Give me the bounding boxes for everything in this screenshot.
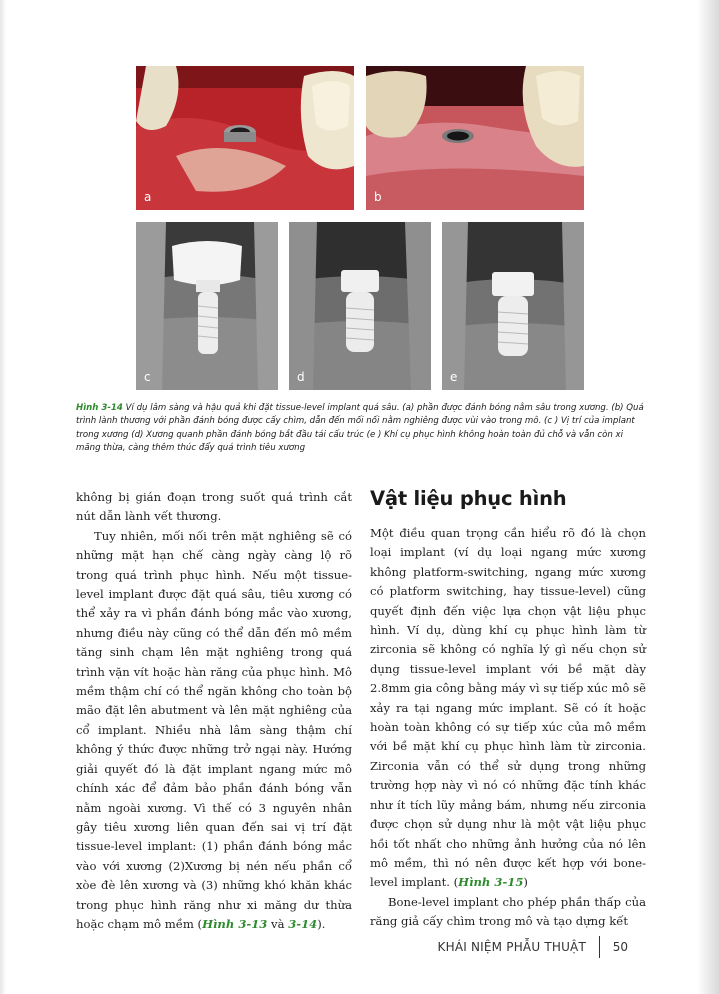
panel-label-a: a — [144, 190, 152, 204]
right-text-column — [370, 486, 646, 932]
figure-panel-b — [366, 66, 584, 210]
figure-panel-a — [136, 66, 354, 210]
figure-panel-c — [136, 222, 278, 390]
page-edge-right — [697, 0, 719, 994]
section-heading: Vật liệu phục hình — [370, 487, 567, 510]
panel-c-image — [136, 222, 278, 390]
panel-e-image — [442, 222, 584, 390]
panel-label-b: b — [374, 190, 382, 204]
panel-label-c: c — [144, 370, 151, 384]
panel-a-image — [136, 66, 354, 210]
figure-caption-text: Ví dụ lâm sàng và hậu quả khi đặt tissue-level implant quá sâu. (a) phần được đánh bóng nằm sâu trong xương. (b) Quá trình lành thương với phần đánh bóng được cấy chìm, dẫn đến mối nối nằm nghiêng được vùi vào trong mô. (c ) Vị trí của implant trong xương (d) Xương quanh phần đánh bóng bắt đầu tái cấu trúc (e ) Khí cụ phục hình không hoàn toàn đủ chỗ và vẫn còn xi măng thừa, càng thêm thúc đẩy quá trình tiêu xương — [76, 403, 644, 454]
ref-conjunction: và — [267, 916, 289, 931]
panel-label-d: d — [297, 370, 305, 384]
figure-caption-label: Hình 3-14 — [76, 403, 123, 413]
figure-panel-e — [442, 222, 584, 390]
page-number: 50 — [612, 940, 628, 954]
panel-label-e: e — [450, 370, 458, 384]
figure-caption — [76, 402, 646, 456]
left-paragraph-1: không bị gián đoạn trong suốt quá trình cắt nút dẫn lành vết thương. — [76, 490, 352, 524]
footer-divider — [599, 936, 601, 958]
panel-b-image — [366, 66, 584, 210]
left-paragraph-2 — [76, 527, 352, 935]
left-paragraph-2-text: Tuy nhiên, mối nối trên mặt nghiêng sẽ có những mặt hạn chế càng ngày càng lộ rõ trong quá trình phục hình. Nếu một tissue-level implant được đặt quá sâu, tiêu xương có thể xảy ra vì phần đánh bóng mắc vào xương, nhưng điều này cũng có thể dẫn đến mô mềm tăng sinh chạm lên mặt nghiêng trong quá trình vặn vít hoặc hàn răng của phục hình. Mô mềm thậm chí có thể ngăn không cho toàn bộ mão đặt lên abutment và lên mặt nghiêng của cổ implant. Nhiều nhà lâm sàng thậm chí không ý thức được những trở ngại này. Hướng giải quyết đó là đặt implant ngang mức mô chính xác để đảm bảo phần đánh bóng vẫn nằm ngoài xương. Vì thế có 3 nguyên nhân gây tiêu xương liên quan đến sai vị trí đặt tissue-level implant: (1) phần đánh bóng mắc vào với xương (2)Xương bị nén nếu phần cổ xòe đè lên xương và (3) những khó khăn khác trong phục hình răng như xi măng dư thừa hoặc chạm mô mềm ( — [76, 528, 352, 931]
page-edge-left — [0, 0, 6, 994]
right-paragraph-1 — [370, 524, 646, 893]
panel-d-image — [289, 222, 431, 390]
left-text-column — [76, 488, 352, 934]
page-footer — [380, 936, 646, 958]
figure-ref-3-14[interactable]: 3-14 — [288, 916, 318, 931]
footer-section-title: KHÁI NIỆM PHẪU THUẬT — [437, 940, 586, 954]
figure-panel-d — [289, 222, 431, 390]
right-paragraph-1-text: Một điều quan trọng cần hiểu rõ đó là chọn loại implant (ví dụ loại ngang mức xương không platform-switching, ngang mức xương có platform switching, hay tissue-level) cũng quyết định đến việc lựa chọn vật liệu phục hình. Ví dụ, dùng khí cụ phục hình làm từ zirconia sẽ không có nghĩa lý gì nếu chọn sử dụng tissue-level implant với bề mặt dày 2.8mm gia công bằng máy vì sự tiếp xúc mô sẽ xảy ra tại ngang mức implant. Sẽ có ít hoặc hoàn toàn không có sự tiếp xúc của mô mềm với bề mặt khí cụ phục hình làm từ zirconia. Zirconia vẫn có thể sử dụng trong những trường hợp này vì nó có những đặc tính khác như ít tích lũy mảng bám, nhưng nếu zirconia được chọn sử dụng như là một vật liệu phục hồi tốt nhất cho những ảnh hưởng của nó lên mô mềm, thì nó nên được kết hợp với bone-level implant. ( — [370, 526, 646, 890]
right-paragraph-1-end: ) — [523, 875, 528, 890]
figure-ref-3-13[interactable]: Hình 3-13 — [202, 916, 268, 931]
right-paragraph-2: Bone-level implant cho phép phần thấp của răng giả cấy chìm trong mô và tạo dựng kết — [370, 894, 646, 929]
figure-ref-3-15[interactable]: Hình 3-15 — [458, 875, 524, 890]
left-paragraph-2-end: ). — [317, 916, 326, 931]
